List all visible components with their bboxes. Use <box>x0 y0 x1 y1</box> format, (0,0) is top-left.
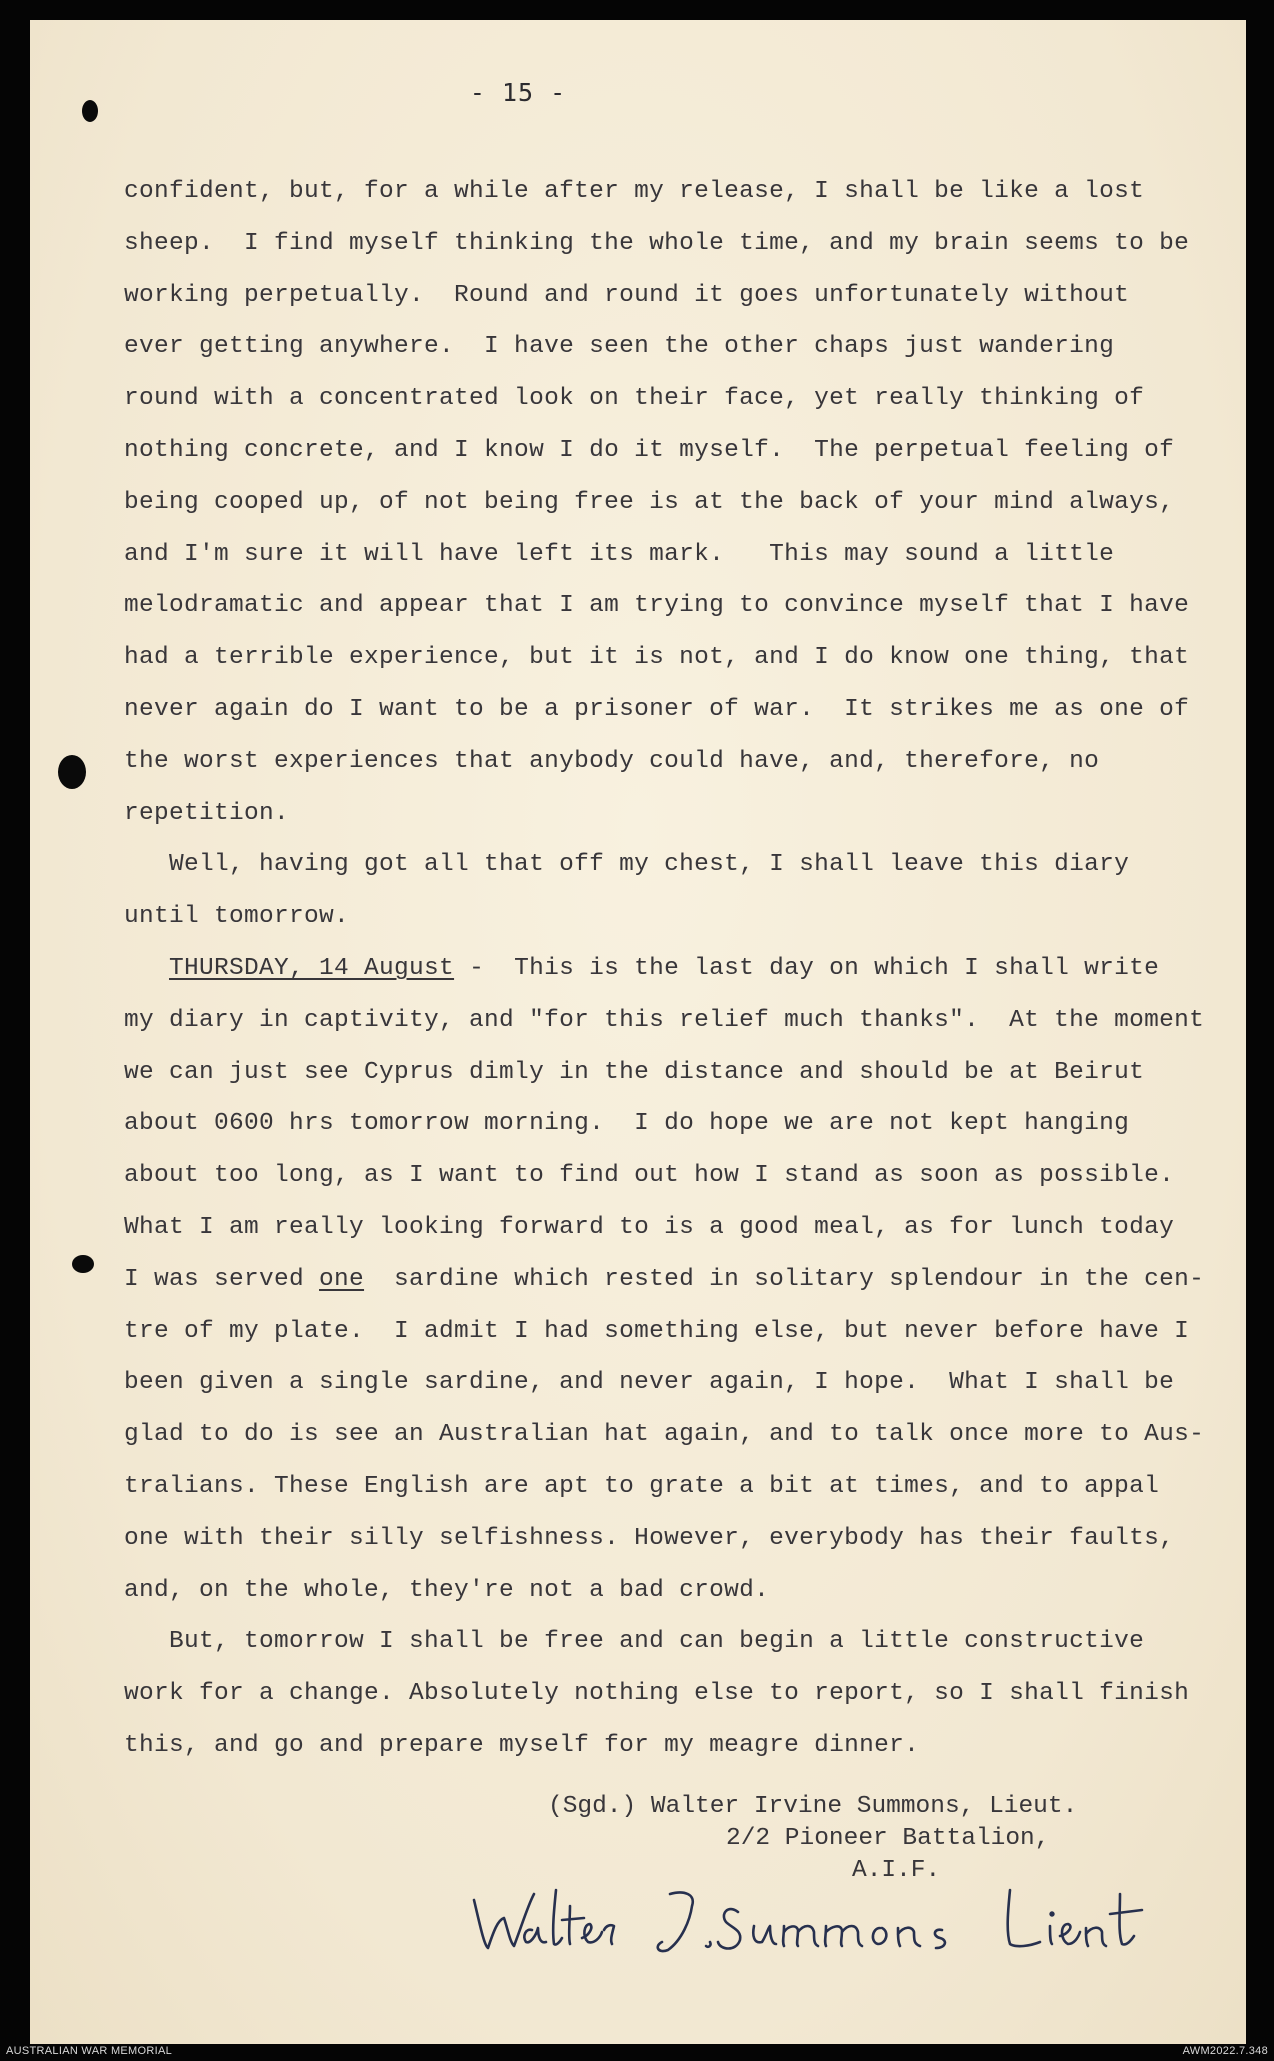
text-line: confident, but, for a while after my release, I shall be like a lost <box>124 178 1145 205</box>
diary-entry-heading-line: THURSDAY, 14 August - This is the last day on which I shall write <box>169 954 1160 982</box>
punch-hole-lower <box>72 1255 94 1273</box>
text-line: melodramatic and appear that I am trying to convince myself that I have <box>124 592 1190 620</box>
footer-right: AWM2022.7.348 <box>1182 2045 1268 2057</box>
punch-hole-middle <box>58 755 86 789</box>
text-line: one with their silly selfishness. However, everybody has their faults, <box>124 1524 1175 1552</box>
text-line: we can just see Cyprus dimly in the distance and should be at Beirut <box>124 1058 1145 1086</box>
text-line: about 0600 hrs tomorrow morning. I do hope we are not kept hanging <box>124 1110 1130 1138</box>
text-line: been given a single sardine, and never again, I hope. What I shall be <box>124 1369 1175 1397</box>
page-number: - 15 - <box>469 78 567 107</box>
text-line: the worst experiences that anybody could have, and, therefore, no <box>124 747 1100 775</box>
text-line: had a terrible experience, but it is not, and I do know one thing, that <box>124 644 1190 672</box>
entry-date: THURSDAY, 14 August <box>169 954 455 982</box>
text-line: never again do I want to be a prisoner of war. It strikes me as one of <box>124 695 1190 723</box>
text-line: this, and go and prepare myself for my meagre dinner. <box>124 1731 920 1759</box>
text-line: nothing concrete, and I know I do it myself. The perpetual feeling of <box>124 436 1175 464</box>
text-line: working perpetually. Round and round it goes unfortunately without <box>124 281 1130 309</box>
text-line: round with a concentrated look on their face, yet really thinking of <box>124 385 1145 413</box>
text-line: and, on the whole, they're not a bad crowd. <box>124 1576 770 1604</box>
sardine-line: I was served one sardine which rested in solitary splendour in the cen- <box>124 1265 1205 1293</box>
text-line: repetition. <box>124 799 290 827</box>
text-line: until tomorrow. <box>124 903 350 931</box>
text-line: What I am really looking forward to is a good meal, as for lunch today <box>124 1213 1175 1241</box>
text-line: work for a change. Absolutely nothing else to report, so I shall finish <box>124 1680 1190 1708</box>
text-line: glad to do is see an Australian hat again, and to talk once more to Aus- <box>124 1421 1205 1449</box>
signature-line-2: 2/2 Pioneer Battalion, <box>726 1825 1050 1852</box>
diary-text <box>124 166 1234 1772</box>
text-line: tralians. These English are apt to grate a bit at times, and to appal <box>124 1472 1160 1500</box>
text-line: Well, having got all that off my chest, I shall leave this diary <box>124 851 1130 879</box>
text-line: tre of my plate. I admit I had something else, but never before have I <box>124 1317 1190 1345</box>
text-line: my diary in captivity, and "for this relief much thanks". At the moment <box>124 1006 1205 1034</box>
text-line: sheep. I find myself thinking the whole time, and my brain seems to be <box>124 229 1190 257</box>
underlined-word: one <box>319 1265 365 1293</box>
handwritten-signature <box>470 1870 1150 1960</box>
signature-line-1: (Sgd.) Walter Irvine Summons, Lieut. <box>548 1793 1078 1820</box>
text-line: ever getting anywhere. I have seen the other chaps just wandering <box>124 333 1115 361</box>
text-line: being cooped up, of not being free is at the back of your mind always, <box>124 488 1175 516</box>
text-line: about too long, as I want to find out how I stand as soon as possible. <box>124 1162 1175 1190</box>
text-line: and I'm sure it will have left its mark. This may sound a little <box>124 540 1115 568</box>
footer-left: AUSTRALIAN WAR MEMORIAL <box>6 2045 173 2057</box>
signature-line-3: A.I.F. <box>852 1857 941 1884</box>
text-line: But, tomorrow I shall be free and can begin a little constructive <box>124 1628 1145 1656</box>
